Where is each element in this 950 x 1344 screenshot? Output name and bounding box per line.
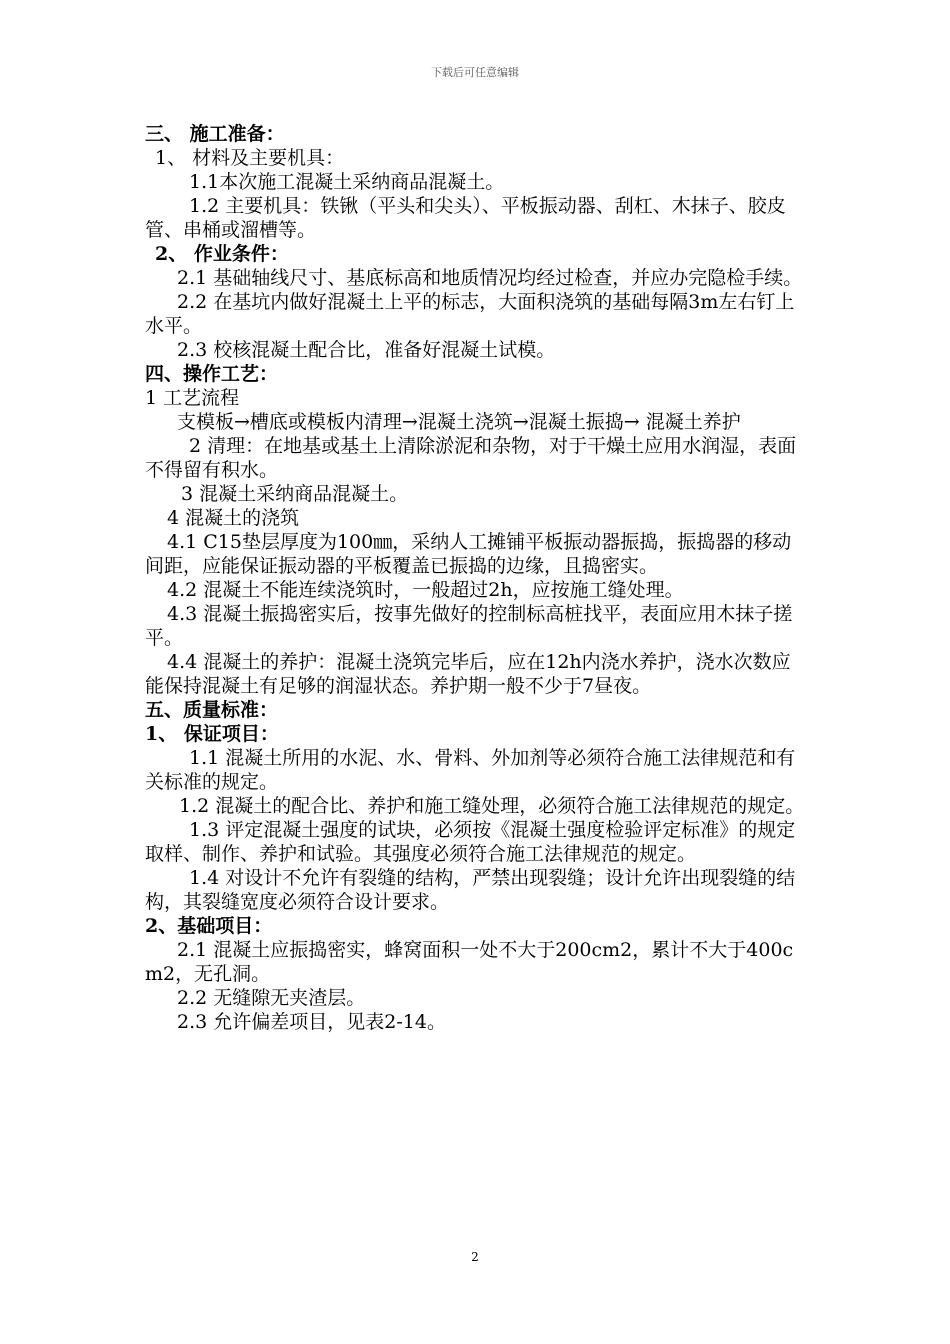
paragraph: 2.1 混凝土应振捣密实，蜂窝面积一处不大于200cm2，累计不大于400cm2，无孔洞。 (145, 939, 794, 985)
paragraph: 2.2 无缝隙无夹渣层。 (177, 987, 366, 1009)
paragraph: 2 清理：在地基或基土上清除淤泥和杂物，对于干燥土应用水润湿，表面不得留有积水。 (145, 435, 797, 481)
paragraph: 3 混凝土采纳商品混凝土。 (181, 483, 409, 505)
paragraph: 2.1 基础轴线尺寸、基底标高和地质情况均经过检查，并应办完隐检手续。 (177, 267, 803, 289)
paragraph: 2.2 在基坑内做好混凝土上平的标志，大面积浇筑的基础每隔3m左右钉上水平。 (145, 291, 795, 337)
document-body (145, 122, 805, 1034)
paragraph: 1.4 对设计不允许有裂缝的结构，严禁出现裂缝；设计允许出现裂缝的结构，其裂缝宽度必须符合设计要求。 (145, 867, 796, 913)
paragraph: 1.3 评定混凝土强度的试块，必须按《混凝土强度检验评定标准》的规定取样、制作、养护和试验。其强度必须符合施工法律规范的规定。 (145, 819, 796, 865)
paragraph: 1.1本次施工混凝土采纳商品混凝土。 (189, 171, 505, 193)
paragraph: 1.2 混凝土的配合比、养护和施工缝处理，必须符合施工法律规范的规定。 (179, 795, 805, 817)
paragraph: 支模板→槽底或模板内清理→混凝土浇筑→混凝土振捣→ 混凝土养护 (177, 411, 741, 433)
section-heading: 2、 作业条件： (155, 243, 289, 265)
paragraph: 1 工艺流程 (145, 387, 240, 409)
paragraph: 2.3 允许偏差项目，见表2-14。 (177, 1011, 446, 1033)
section-heading: 1、 保证项目： (145, 723, 279, 745)
paragraph: 4.2 混凝土不能连续浇筑时，一般超过2h，应按施工缝处理。 (167, 579, 684, 601)
section-heading: 四、操作工艺： (145, 363, 279, 385)
page-header: 下载后可任意编辑 (431, 66, 519, 79)
page-number: 2 (471, 1250, 479, 1264)
paragraph: 1.2 主要机具：铁锹（平头和尖头）、平板振动器、刮杠、木抹子、胶皮管、串桶或溜槽等。 (145, 195, 786, 241)
paragraph: 1.1 混凝土所用的水泥、水、骨料、外加剂等必须符合施工法律规范和有关标准的规定。 (145, 747, 796, 793)
section-heading: 五、质量标准： (145, 699, 279, 721)
paragraph: 4.1 C15垫层厚度为100㎜，采纳人工摊铺平板振动器振捣，振捣器的移动间距，应能保证振动器的平板覆盖已振捣的边缘，且捣密实。 (145, 531, 792, 577)
paragraph: 4.4 混凝土的养护：混凝土浇筑完毕后，应在12h内浇水养护，浇水次数应能保持混凝土有足够的润湿状态。养护期一般不少于7昼夜。 (145, 651, 791, 697)
paragraph: 4.3 混凝土振捣密实后，按事先做好的控制标高桩找平，表面应用木抹子搓平。 (145, 603, 793, 649)
paragraph: 2.3 校核混凝土配合比，准备好混凝土试模。 (177, 339, 556, 361)
section-heading: 三、 施工准备： (145, 123, 285, 145)
section-heading: 2、基础项目： (145, 915, 273, 937)
paragraph: 1、 材料及主要机具： (155, 147, 345, 169)
paragraph: 4 混凝土的浇筑 (167, 507, 300, 529)
